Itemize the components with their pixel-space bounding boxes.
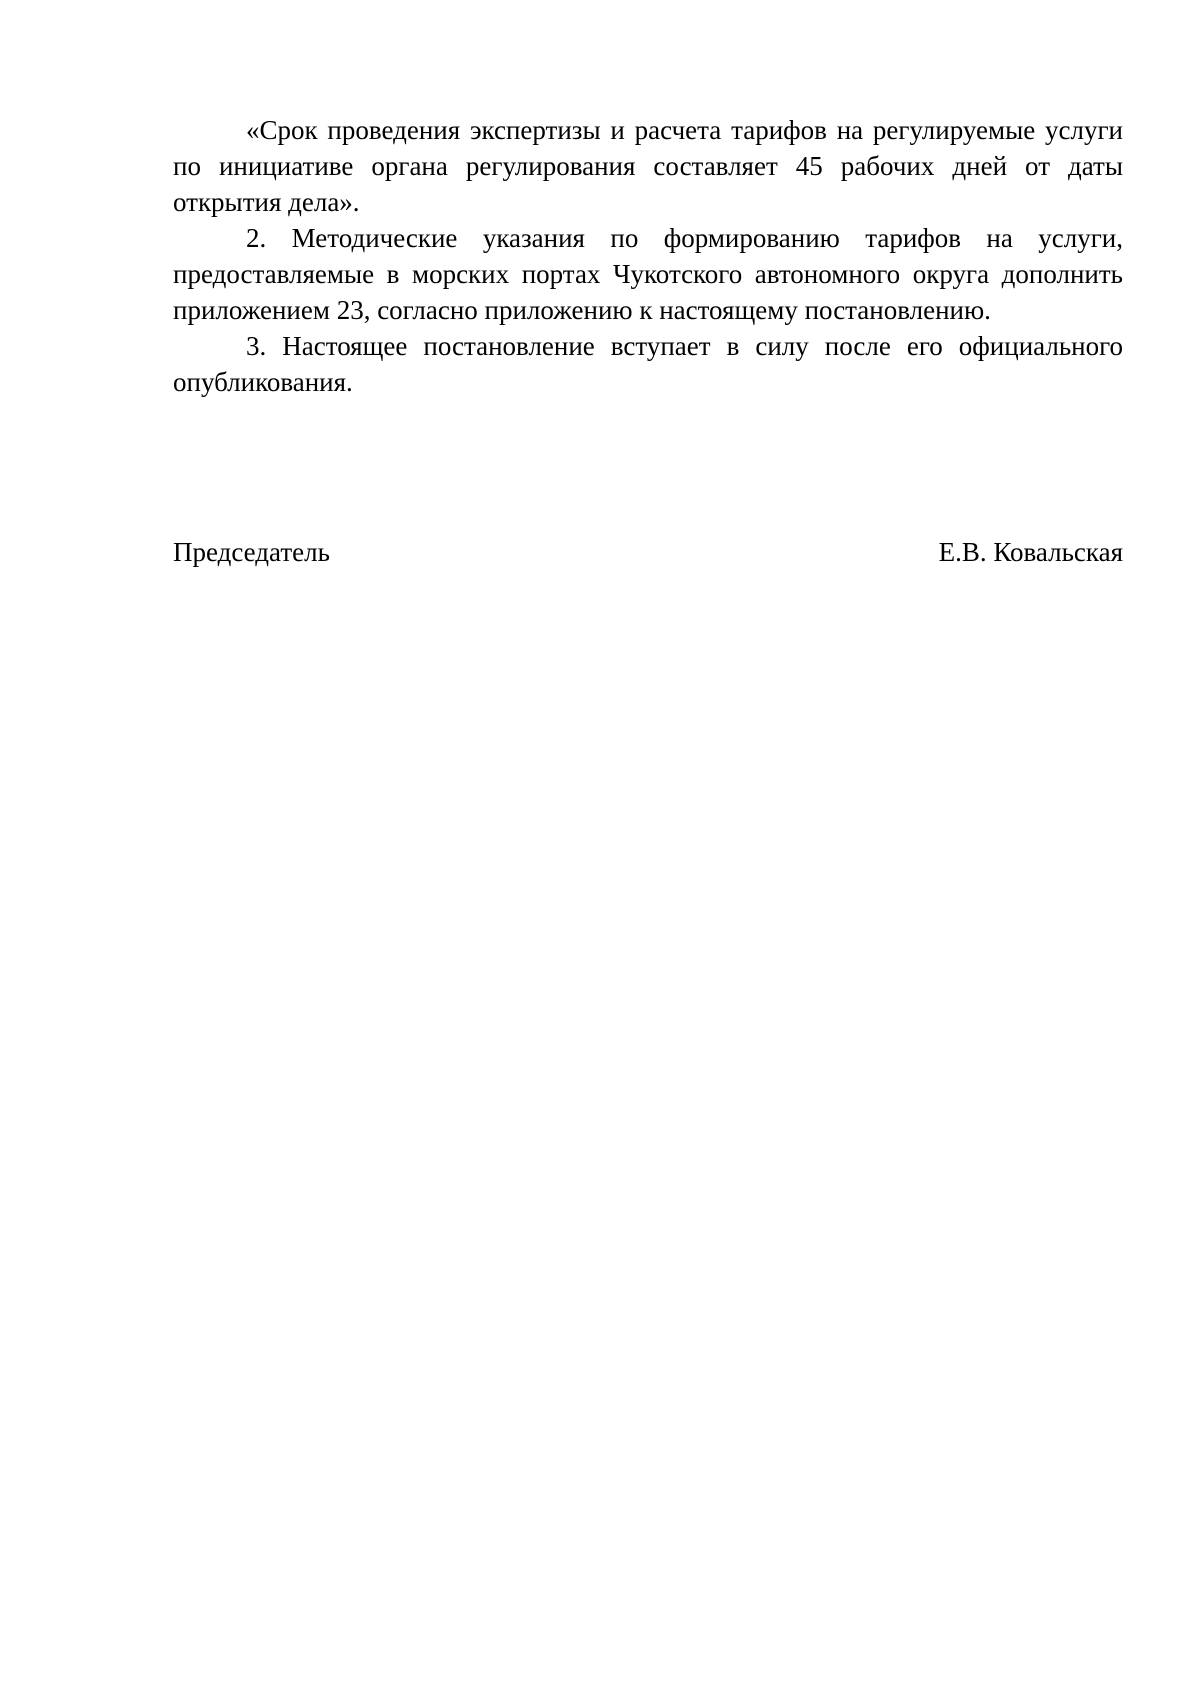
signatory-position: Председатель bbox=[173, 537, 330, 567]
paragraph-deadline-quote: «Срок проведения экспертизы и расчета тарифов на регулируемые услуги по инициативе органа регулирования составляет 45 рабочих дней от даты открытия дела». bbox=[173, 115, 1123, 217]
paragraph-item-3: 3. Настоящее постановление вступает в силу после его официального опубликования. bbox=[173, 331, 1123, 397]
document-body bbox=[173, 112, 1123, 400]
paragraph-item-2: 2. Методические указания по формированию тарифов на услуги, предоставляемые в морских портах Чукотского автономного округа дополнить приложением 23, согласно приложению к настоящему постановлению. bbox=[173, 223, 1123, 325]
signatory-name: Е.В. Ковальская bbox=[938, 537, 1123, 567]
signature-block bbox=[173, 534, 1123, 570]
